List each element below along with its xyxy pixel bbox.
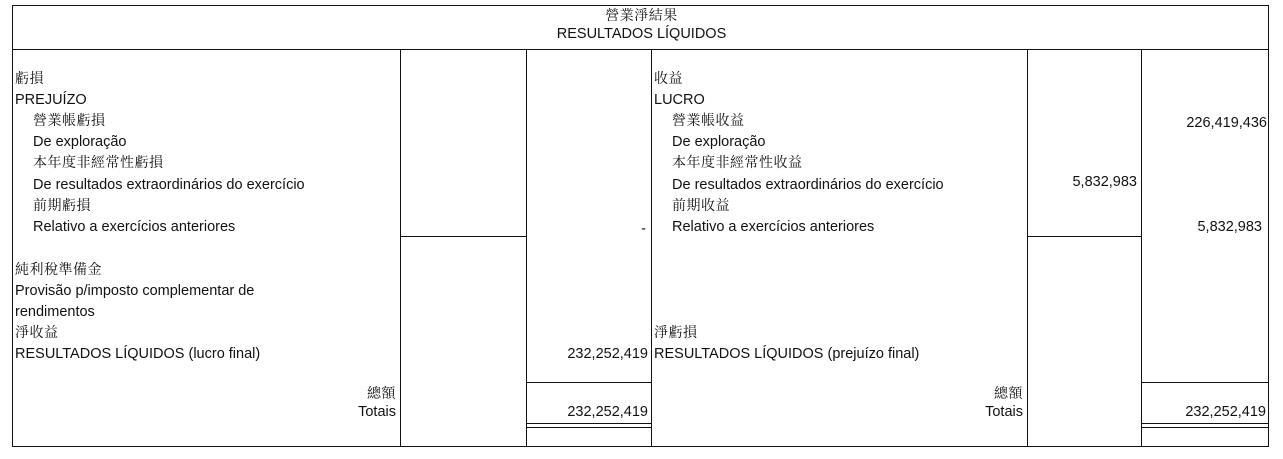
left-provision-pt-line1: Provisão p/imposto complementar de xyxy=(15,283,255,299)
left-result-zh: 淨收益 xyxy=(15,325,59,341)
right-extraordinarios-value: 5,832,983 xyxy=(1072,174,1137,190)
col-line-right-1 xyxy=(1027,50,1028,446)
left-subtotal-rule xyxy=(400,236,526,237)
left-item-exploracao-pt: De exploração xyxy=(33,134,127,150)
col-line-left-1 xyxy=(400,50,401,446)
right-item-exploracao-pt: De exploração xyxy=(672,134,766,150)
left-total-top-rule xyxy=(526,382,651,383)
left-item-exploracao-zh: 營業帳虧損 xyxy=(33,113,106,129)
left-total-double-rule-1 xyxy=(526,423,651,424)
right-item-anteriores-pt: Relativo a exercícios anteriores xyxy=(672,219,875,235)
header-divider xyxy=(13,49,1268,50)
right-total-zh: 總額 xyxy=(994,386,1023,402)
left-item-anteriores-pt: Relativo a exercícios anteriores xyxy=(33,219,236,235)
left-total-value: 232,252,419 xyxy=(567,404,648,420)
right-result-zh: 淨虧損 xyxy=(654,325,698,341)
right-result-pt: RESULTADOS LÍQUIDOS (prejuízo final) xyxy=(654,346,920,362)
header-title-pt: RESULTADOS LÍQUIDOS xyxy=(556,26,727,42)
col-line-left-2 xyxy=(526,50,527,446)
right-item-extraordinarios-zh: 本年度非經常性收益 xyxy=(672,155,803,171)
col-line-center xyxy=(651,50,652,446)
right-heading-zh: 收益 xyxy=(654,71,683,87)
left-heading-pt: PREJUÍZO xyxy=(15,92,87,108)
right-anteriores-subtotal: 5,832,983 xyxy=(1197,219,1262,235)
left-item-extraordinarios-zh: 本年度非經常性虧損 xyxy=(33,155,164,171)
left-total-double-rule-2 xyxy=(526,427,651,428)
right-total-pt: Totais xyxy=(985,404,1023,420)
left-item-anteriores-zh: 前期虧損 xyxy=(33,198,91,214)
left-total-pt: Totais xyxy=(358,404,396,420)
header-title-zh: 營業淨結果 xyxy=(605,8,678,24)
right-subtotal-rule xyxy=(1027,236,1141,237)
right-item-extraordinarios-pt: De resultados extraordinários do exercício xyxy=(672,177,944,193)
left-heading-zh: 虧損 xyxy=(15,71,44,87)
left-result-value: 232,252,419 xyxy=(567,346,648,362)
right-item-exploracao-zh: 營業帳收益 xyxy=(672,113,745,129)
right-heading-pt: LUCRO xyxy=(654,92,705,108)
right-exploracao-value: 226,419,436 xyxy=(1186,115,1267,131)
right-total-value: 232,252,419 xyxy=(1185,404,1266,420)
right-item-anteriores-zh: 前期收益 xyxy=(672,198,730,214)
right-total-double-rule-2 xyxy=(1141,427,1268,428)
right-total-double-rule-1 xyxy=(1141,423,1268,424)
left-result-pt: RESULTADOS LÍQUIDOS (lucro final) xyxy=(15,346,261,362)
left-total-zh: 總額 xyxy=(367,386,396,402)
left-provision-pt-line2: rendimentos xyxy=(15,304,95,320)
col-line-right-2 xyxy=(1141,50,1142,446)
left-provision-zh: 純利稅準備金 xyxy=(15,262,102,278)
results-table xyxy=(12,5,1269,447)
left-item-extraordinarios-pt: De resultados extraordinários do exercício xyxy=(33,177,305,193)
left-subtotal-dash: - xyxy=(641,221,646,237)
right-total-top-rule xyxy=(1141,382,1268,383)
